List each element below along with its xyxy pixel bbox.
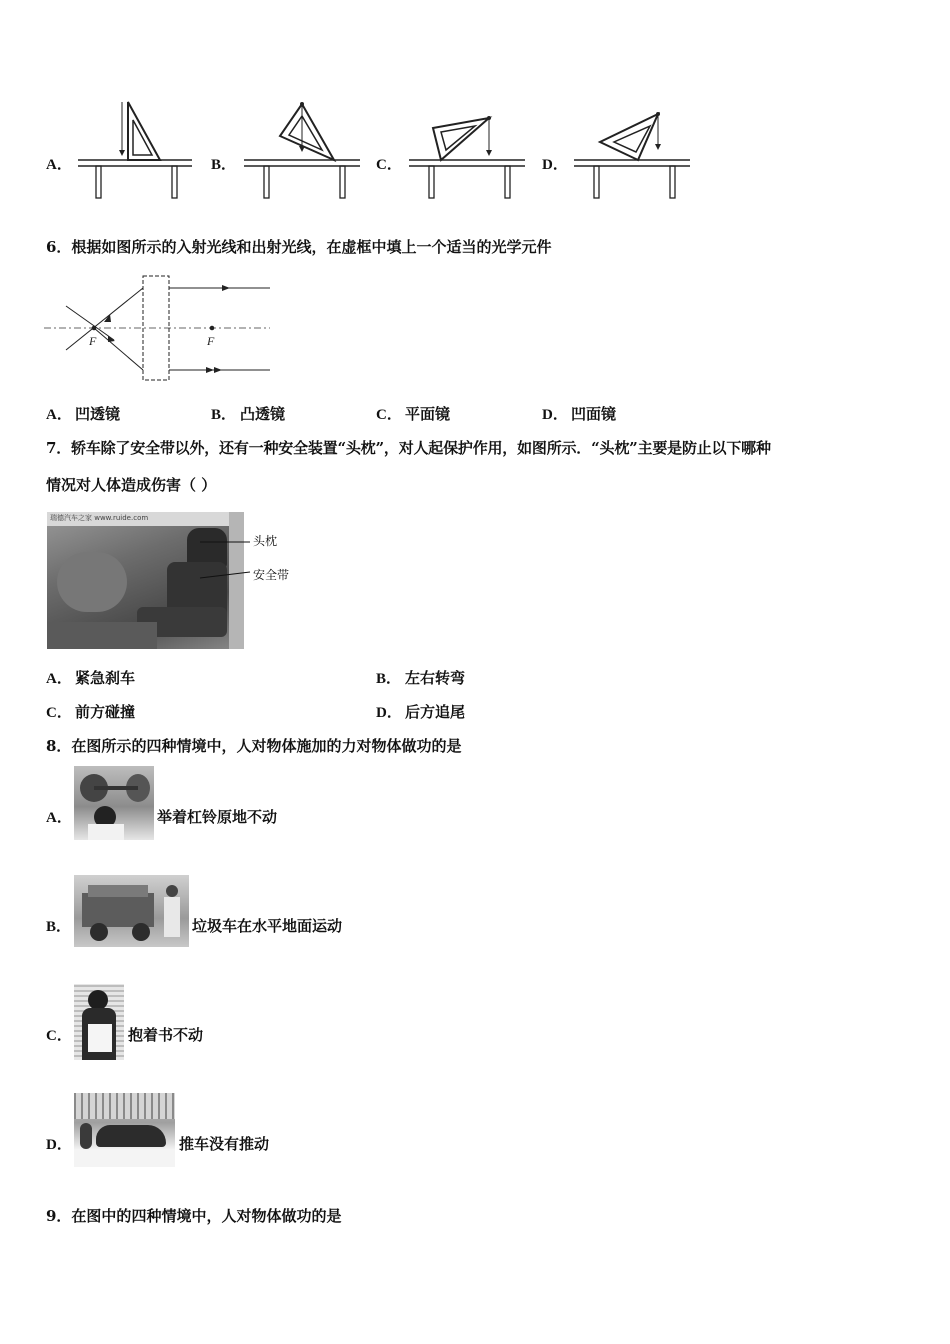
q5-option-b-letter: B． bbox=[211, 157, 237, 173]
q8-option-d-photo-car bbox=[74, 1093, 175, 1167]
q5-option-a-letter: A． bbox=[46, 157, 72, 173]
q7-option-a-text: 紧急刹车 bbox=[75, 669, 136, 687]
q7-photo-watermark: 瑞德汽车之家 www.ruide.com bbox=[50, 514, 149, 522]
q8-option-d-letter: D． bbox=[46, 1137, 72, 1153]
q6-option-c-letter: C． bbox=[376, 407, 402, 423]
q5-option-d-figure bbox=[574, 98, 694, 203]
q6-focus-left: F bbox=[89, 334, 97, 348]
q8-option-c-photo-books bbox=[74, 984, 124, 1060]
q7-option-c-letter: C． bbox=[46, 705, 72, 721]
q6-option-a-text: 凹透镜 bbox=[75, 405, 121, 423]
q8-option-c-letter: C． bbox=[46, 1028, 72, 1044]
q7-stem-line1: 7．轿车除了安全带以外，还有一种安全装置“头枕”，对人起保护作用，如图所示．“头枕”主要是防止以下哪种 bbox=[46, 439, 771, 457]
q8-option-a-letter: A． bbox=[46, 810, 72, 826]
q7-option-a-letter: A． bbox=[46, 671, 72, 687]
q8-option-d-text: 推车没有推动 bbox=[179, 1135, 270, 1153]
q6-option-d-letter: D． bbox=[542, 407, 568, 423]
q5-option-d-letter: D． bbox=[542, 157, 568, 173]
q6-stem: 6．根据如图所示的入射光线和出射光线，在虚框中填上一个适当的光学元件 bbox=[46, 238, 552, 256]
q6-option-b-text: 凸透镜 bbox=[240, 405, 286, 423]
q8-option-b-letter: B． bbox=[46, 919, 72, 935]
q7-option-b-text: 左右转弯 bbox=[405, 669, 466, 687]
q7-option-b-letter: B． bbox=[376, 671, 402, 687]
q5-option-c-letter: C． bbox=[376, 157, 402, 173]
q7-option-d-letter: D． bbox=[376, 705, 402, 721]
q8-option-a-photo-barbell bbox=[74, 766, 154, 840]
q6-option-b-letter: B． bbox=[211, 407, 237, 423]
q8-option-c-text: 抱着书不动 bbox=[128, 1026, 204, 1044]
q6-focus-right: F bbox=[207, 334, 215, 348]
q5-option-c-figure bbox=[409, 98, 529, 203]
q6-option-d-text: 凹面镜 bbox=[571, 405, 617, 423]
q8-option-a-text: 举着杠铃原地不动 bbox=[157, 808, 278, 826]
q7-option-d-text: 后方追尾 bbox=[405, 703, 466, 721]
q6-option-c-text: 平面镜 bbox=[405, 405, 451, 423]
q8-stem: 8．在图所示的四种情境中，人对物体施加的力对物体做功的是 bbox=[46, 737, 462, 755]
q8-option-b-text: 垃圾车在水平地面运动 bbox=[192, 917, 343, 935]
q7-stem-line2: 情况对人体造成伤害（ ） bbox=[46, 476, 217, 494]
q8-option-b-photo-cart bbox=[74, 875, 189, 947]
q7-label-headrest: 头枕 bbox=[253, 534, 278, 548]
q6-optics-diagram bbox=[44, 270, 274, 388]
q5-option-b-figure bbox=[244, 98, 364, 203]
q6-option-a-letter: A． bbox=[46, 407, 72, 423]
q7-option-c-text: 前方碰撞 bbox=[75, 703, 136, 721]
q7-label-seatbelt: 安全带 bbox=[253, 568, 290, 582]
q9-stem: 9．在图中的四种情境中，人对物体做功的是 bbox=[46, 1207, 342, 1225]
q5-option-a-figure bbox=[78, 98, 198, 203]
